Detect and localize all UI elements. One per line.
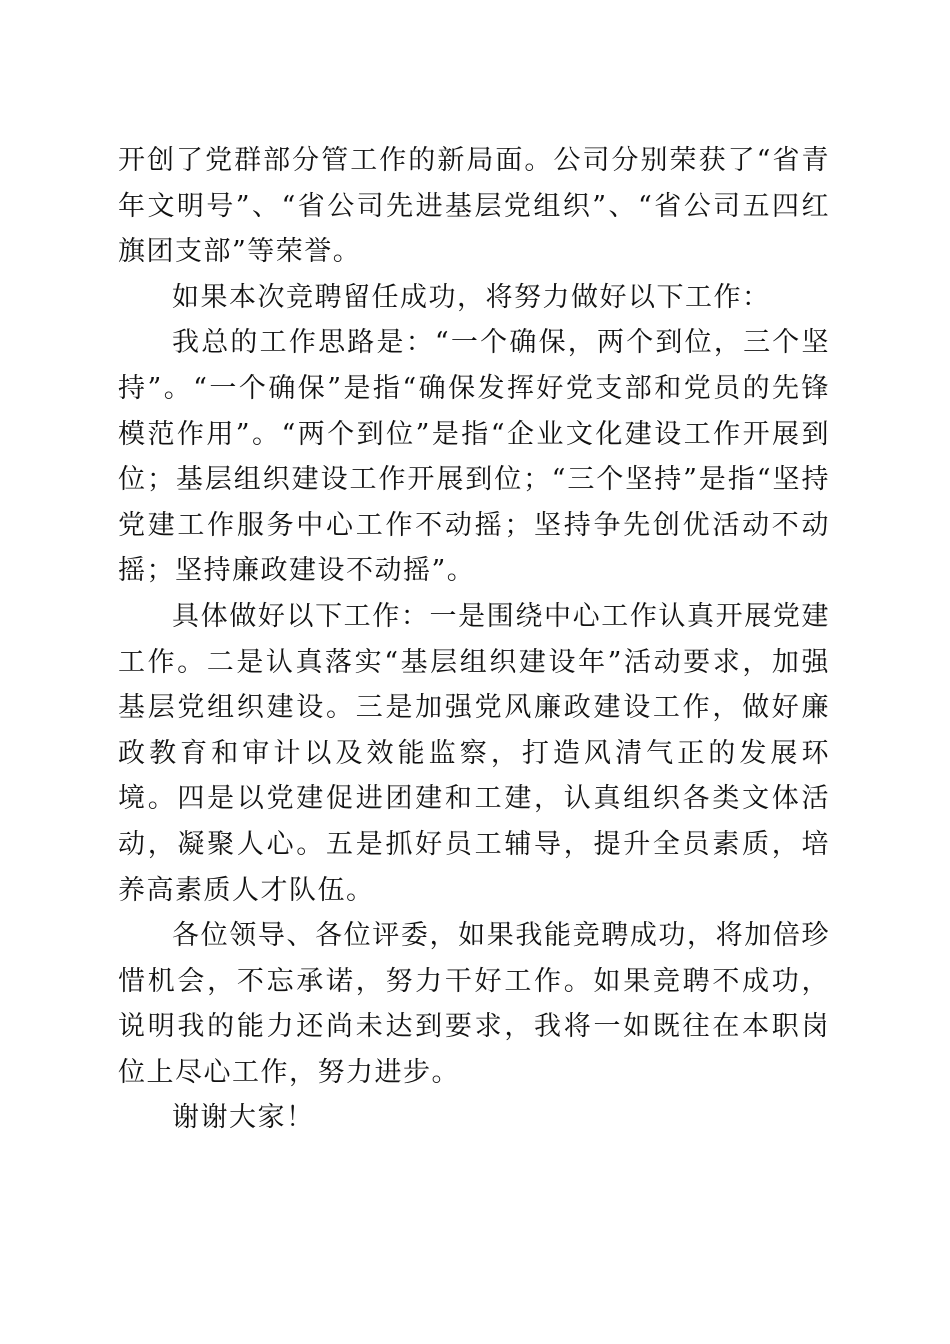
paragraph-intent: 如果本次竞聘留任成功，将努力做好以下工作： [172,281,771,313]
paragraph-work-approach: 我总的工作思路是：“一个确保，两个到位，三个坚持”。“一个确保”是指“确保发挥好党支部和党员的先锋模范作用”。“两个到位”是指“企业文化建设工作开展到位；基层组织建设工作开展到位；“三个坚持”是指“坚持党建工作服务中心工作不动摇；坚持争先创优活动不动摇；坚持廉政建设不动摇”。 [118,327,830,587]
paragraph-achievements: 开创了党群部分管工作的新局面。公司分别荣获了“省青年文明号”、“省公司先进基层党组织”、“省公司五四红旗团支部”等荣誉。 [118,145,830,268]
document-page [118,138,830,1141]
paragraph-thanks: 谢谢大家！ [172,1102,315,1134]
paragraph-specific-tasks: 具体做好以下工作：一是围绕中心工作认真开展党建工作。二是认真落实“基层组织建设年”活动要求，加强基层党组织建设。三是加强党风廉政建设工作，做好廉政教育和审计以及效能监察，打造风清气正的发展环境。四是以党建促进团建和工建，认真组织各类文体活动，凝聚人心。五是抓好员工辅导，提升全员素质，培养高素质人才队伍。 [118,600,830,906]
paragraph-closing-remarks: 各位领导、各位评委，如果我能竞聘成功，将加倍珍惜机会，不忘承诺，努力干好工作。如果竞聘不成功，说明我的能力还尚未达到要求，我将一如既往在本职岗位上尽心工作，努力进步。 [118,920,830,1088]
